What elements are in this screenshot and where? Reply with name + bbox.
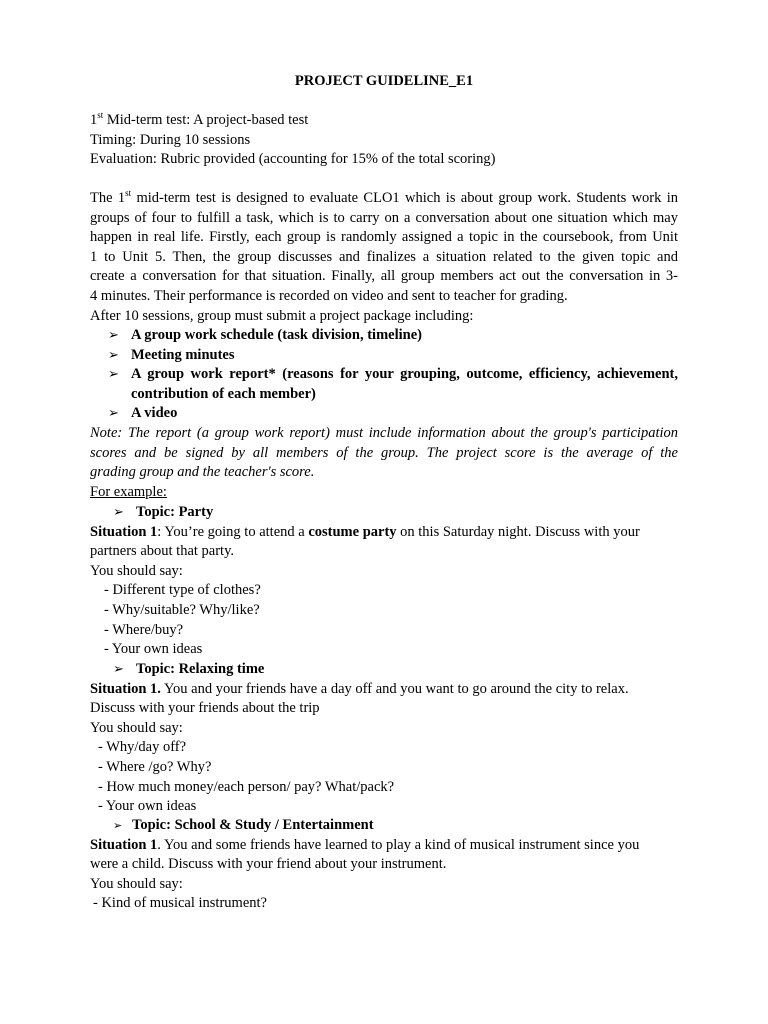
list-item: - Where/buy?: [104, 621, 184, 638]
topic-school-section: [90, 816, 678, 914]
arrow-bullet-icon: ➢: [113, 819, 123, 832]
you-should-say: You should say:: [90, 562, 183, 579]
topic-heading: ➢ Topic: Party: [90, 503, 678, 523]
topic-heading: ➢ Topic: School & Study / Entertainment: [90, 816, 678, 836]
list-item: - Different type of clothes?: [104, 582, 261, 599]
paragraph-line: create a conversation for that situation. Finally, all group members act out the conversation in 3-: [90, 268, 678, 285]
situation-line: were a child. Discuss with your friend about your instrument.: [90, 856, 447, 873]
paragraph-line: happen in real life. Firstly, each group is randomly assigned a topic in the coursebook, from Unit: [90, 229, 678, 246]
paragraph-line: groups of four to fulfill a task, which is to carry on a conversation about one situation which may: [90, 209, 678, 226]
list-item: - How much money/each person/ pay? What/pack?: [98, 778, 395, 795]
list-item: ➢ A group work schedule (task division, timeline): [90, 326, 678, 346]
topic-heading: ➢ Topic: Relaxing time: [90, 660, 678, 680]
arrow-bullet-icon: ➢: [108, 367, 119, 383]
intro-evaluation-line: Evaluation: Rubric provided (accounting for 15% of the total scoring): [90, 151, 496, 168]
topic-relaxing-section: [90, 660, 678, 817]
situation-line: Situation 1. You and some friends have learned to play a kind of musical instrument since you: [90, 836, 640, 853]
paragraph-line: After 10 sessions, group must submit a project package including:: [90, 307, 474, 324]
list-item: - Why/suitable? Why/like?: [104, 601, 260, 618]
topic-party-section: [90, 503, 678, 660]
situation-line: Discuss with your friends about the trip: [90, 700, 320, 717]
intro-timing-line: Timing: During 10 sessions: [90, 131, 251, 148]
list-item: - Your own ideas: [104, 641, 203, 658]
situation-line: Situation 1. You and your friends have a day off and you want to go around the city to relax.: [90, 680, 629, 697]
arrow-bullet-icon: ➢: [113, 505, 124, 520]
description-paragraph: [90, 189, 678, 326]
you-should-say: You should say:: [90, 875, 183, 892]
list-item: ➢ A group work report* (reasons for your grouping, outcome, efficiency, achievement, contribution of each member): [108, 366, 678, 402]
intro-test-line: 1st Mid-term test: A project-based test: [90, 110, 309, 128]
page-title: PROJECT GUIDELINE_E1: [294, 73, 474, 89]
arrow-bullet-icon: ➢: [108, 406, 119, 422]
list-item: ➢ A video: [90, 404, 678, 424]
list-item: ➢ Meeting minutes: [90, 346, 678, 366]
list-item: - Why/day off?: [98, 739, 187, 756]
situation-line: Situation 1: You’re going to attend a costume party on this Saturday night. Discuss with your: [90, 523, 640, 540]
list-item: - Kind of musical instrument?: [93, 895, 267, 912]
intro-block: [90, 111, 678, 170]
package-list: [90, 326, 678, 424]
paragraph-line: The 1st mid-term test is designed to evaluate CLO1 which is about group work. Students work in: [90, 188, 678, 206]
list-item: - Where /go? Why?: [98, 758, 212, 775]
arrow-bullet-icon: ➢: [108, 347, 119, 363]
for-example-heading: For example:: [90, 484, 167, 500]
arrow-bullet-icon: ➢: [113, 662, 124, 677]
situation-line: partners about that party.: [90, 543, 235, 560]
paragraph-line: 4 minutes. Their performance is recorded on video and sent to teacher for grading.: [90, 287, 568, 304]
list-item: - Your own ideas: [98, 798, 197, 815]
paragraph-line: 1 to Unit 5. Then, the group discusses and finalizes a situation related to the given topic and: [90, 248, 678, 265]
arrow-bullet-icon: ➢: [108, 328, 119, 343]
note-paragraph: Note: The report (a group work report) must include information about the group's participation scores and be signed by all members of the group. The project score is the average of the grading group and the teacher's score.: [90, 425, 678, 481]
you-should-say: You should say:: [90, 719, 183, 736]
